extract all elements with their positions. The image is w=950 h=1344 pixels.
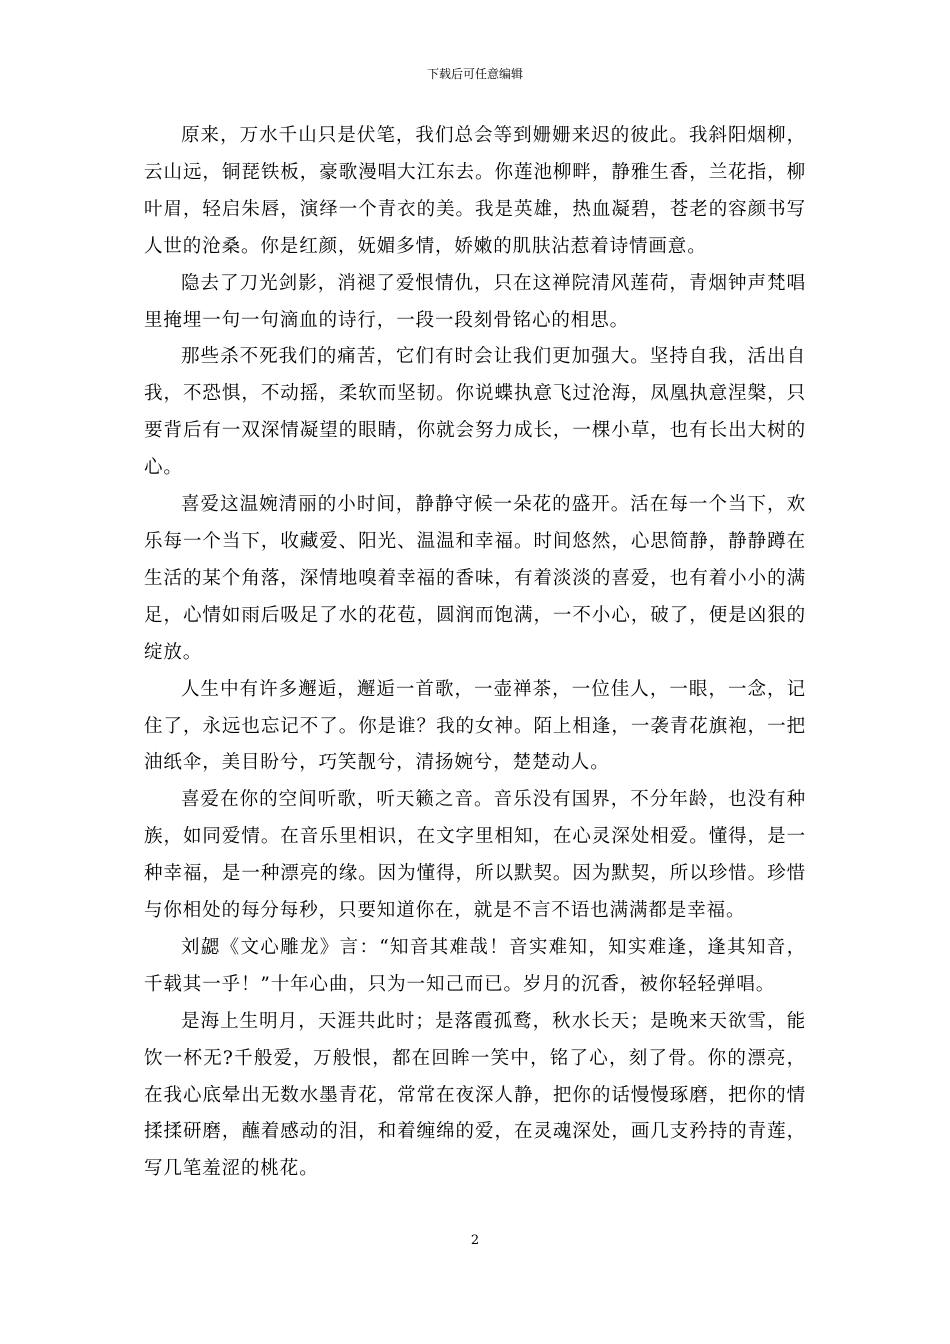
paragraph: 原来，万水千山只是伏笔，我们总会等到姗姗来迟的彼此。我斜阳烟柳，云山远，铜琵铁板，豪歌漫唱大江东去。你莲池柳畔，静雅生香，兰花指，柳叶眉，轻启朱唇，演绎一个青衣的美。我是英雄，热血凝碧，苍老的容颜书写人世的沧桑。你是红颜，妩媚多情，娇嫩的肌肤沾惹着诗情画意。 [144, 125, 806, 257]
paragraph: 人生中有许多邂逅，邂逅一首歌，一壶禅茶，一位佳人，一眼，一念，记住了，永远也忘记不了。你是谁？我的女神。陌上相逢，一袭青花旗袍，一把油纸伞，美目盼兮，巧笑靓兮，清扬婉兮，楚楚动人。 [144, 678, 806, 774]
page-number: 2 [470, 1233, 480, 1248]
paragraph: 那些杀不死我们的痛苦，它们有时会让我们更加强大。坚持自我，活出自我，不恐惧，不动摇，柔软而坚韧。你说蝶执意飞过沧海，凤凰执意涅槃，只要背后有一双深情凝望的眼睛，你就会努力成长，一棵小草，也有长出大树的心。 [144, 346, 806, 479]
page-header: 下载后可任意编辑 [426, 67, 523, 81]
paragraph: 隐去了刀光剑影，消褪了爱恨情仇，只在这禅院清风莲荷，青烟钟声梵唱里掩埋一句一句滴血的诗行，一段一段刻骨铭心的相思。 [144, 272, 806, 331]
paragraph: 是海上生明月，天涯共此时；是落霞孤鹜，秋水长天；是晚来天欲雪，能饮一杯无?千般爱，万般恨，都在回眸一笑中，铭了心，刻了骨。你的漂亮，在我心底晕出无数水墨青花，常常在夜深人静，把你的话慢慢琢磨，把你的情揉揉研磨，蘸着感动的泪，和着缠绵的爱，在灵魂深处，画几支矜持的青莲，写几笔羞涩的桃花。 [144, 1010, 806, 1180]
paragraph: 喜爱这温婉清丽的小时间，静静守候一朵花的盛开。活在每一个当下，欢乐每一个当下，收藏爱、阳光、温温和幸福。时间悠然，心思简静，静静蹲在生活的某个角落，深情地嗅着幸福的香味，有着淡淡的喜爱，也有着小小的满足，心情如雨后吸足了水的花苞，圆润而饱满，一不小心，破了，便是凶狠的绽放。 [144, 494, 806, 663]
paragraph: 喜爱在你的空间听歌，听天籁之音。音乐没有国界，不分年龄，也没有种族，如同爱情。在音乐里相识，在文字里相知，在心灵深处相爱。懂得，是一种幸福，是一种漂亮的缘。因为懂得，所以默契。因为默契，所以珍惜。珍惜与你相处的每分每秒，只要知道你在，就是不言不语也满满都是幸福。 [144, 789, 806, 922]
document-body [144, 118, 806, 1188]
paragraph: 刘勰《文心雕龙》言：“知音其难哉！音实难知，知实难逢，逢其知音，千载其一乎！”十年心曲，只为一知己而已。岁月的沉香，被你轻轻弹唱。 [144, 936, 806, 995]
